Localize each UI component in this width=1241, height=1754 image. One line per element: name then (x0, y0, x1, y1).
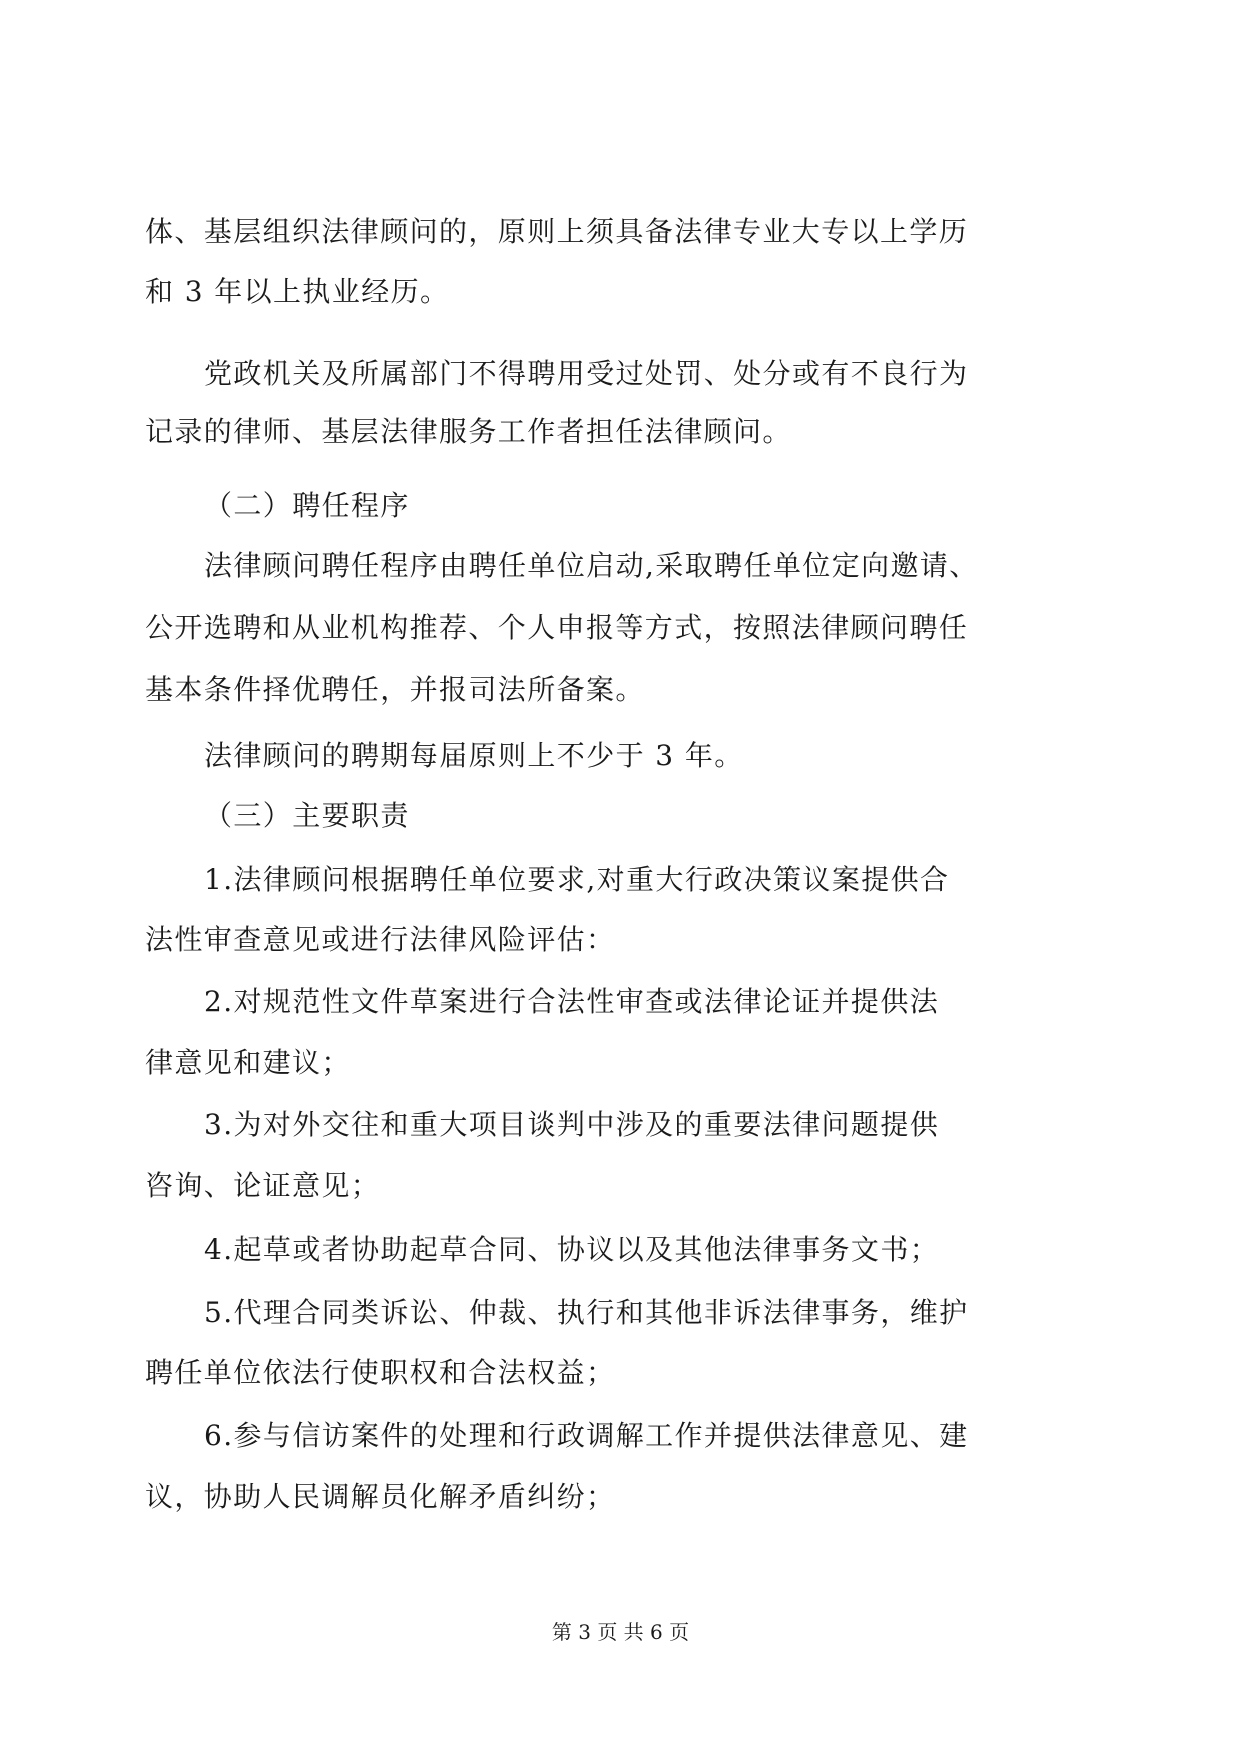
section-heading: （二）聘任程序 (204, 489, 410, 522)
section-heading: （三）主要职责 (204, 799, 410, 832)
text-line: 咨询、论证意见； (145, 1169, 381, 1202)
text-line: 法律顾问聘任程序由聘任单位启动,采取聘任单位定向邀请、 (204, 549, 979, 582)
text-line: 聘任单位依法行使职权和合法权益； (145, 1356, 616, 1389)
page-number-footer: 第 3 页 共 6 页 (551, 1620, 690, 1644)
list-item: 2.对规范性文件草案进行合法性审查或法律论证并提供法 (204, 985, 940, 1018)
text-line: 党政机关及所属部门不得聘用受过处罚、处分或有不良行为 (204, 357, 969, 390)
text-line: 法性审查意见或进行法律风险评估： (145, 923, 616, 956)
list-item: 6.参与信访案件的处理和行政调解工作并提供法律意见、建 (204, 1419, 969, 1452)
text-line: 记录的律师、基层法律服务工作者担任法律顾问。 (145, 415, 792, 448)
list-item: 4.起草或者协助起草合同、协议以及其他法律事务文书； (204, 1233, 940, 1266)
text-line: 和 3 年以上执业经历。 (145, 275, 450, 308)
text-line: 基本条件择优聘任，并报司法所备案。 (145, 673, 645, 706)
list-item: 1.法律顾问根据聘任单位要求,对重大行政决策议案提供合 (204, 863, 950, 896)
text-line: 法律顾问的聘期每届原则上不少于 3 年。 (204, 739, 744, 772)
text-line: 公开选聘和从业机构推荐、个人申报等方式，按照法律顾问聘任 (145, 611, 969, 644)
text-line: 议，协助人民调解员化解矛盾纠纷； (145, 1480, 616, 1513)
list-item: 5.代理合同类诉讼、仲裁、执行和其他非诉法律事务，维护 (204, 1296, 969, 1329)
list-item: 3.为对外交往和重大项目谈判中涉及的重要法律问题提供 (204, 1108, 940, 1141)
text-line: 律意见和建议； (145, 1046, 351, 1079)
text-line: 体、基层组织法律顾问的，原则上须具备法律专业大专以上学历 (145, 215, 969, 248)
